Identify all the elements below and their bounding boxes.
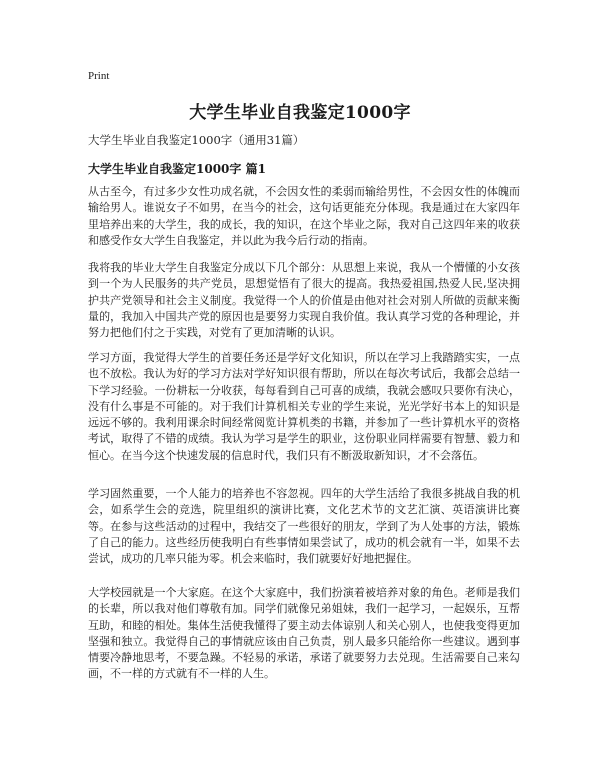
- paragraph-2: 我将我的毕业大学生自我鉴定分成以下几个部分：从思想上来说，我从一个懵懂的小女孩到一个为人民服务的共产党员，思想觉悟有了很大的提高。我热爱祖国,热爱人民,坚决拥护共产党领导和社会主义制度。我觉得一个人的价值是由他对社会对别人所做的贡献来衡量的，我加入中国共产党的原因也是要努力实现自我价值。我认真学习党的各种理论，并努力把他们付之于实践，对党有了更加清晰的认识。: [88, 261, 520, 340]
- paragraph-1: 从古至今，有过多少女性功成名就，不会因女性的柔弱而输给男性，不会因女性的体魄而输给男人。谁说女子不如男，在当今的社会，这句话更能充分体现。我是通过在大家四年里培养出来的大学生，我的成长，我的知识，在这个毕业之际，我对自己这四年来的收获和感受作女大学生自我鉴定，并以此为我今后行动的指南。: [88, 185, 520, 247]
- section-heading: 大学生毕业自我鉴定1000字 篇1: [88, 162, 266, 176]
- paragraph-3: 学习方面，我觉得大学生的首要任务还是学好文化知识，所以在学习上我踏踏实实，一点也不放松。我认为好的学习方法对学好知识很有帮助，所以在每次考试后，我都会总结一下学习经验。一份耕耘一分收获，每每看到自己可喜的成绩，我就会感叹只要你有決心，没有什么事是不可能的。对于我们计算机相关专业的学生来说，光光学好书本上的知识是远远不够的。我利用课余时间经常阅览计算机类的书籍，并参加了一些计算机水平的资格考试，取得了不错的成绩。我认为学习是学生的职业，这份职业同样需要有智慧、毅力和恒心。在当今这个快速发展的信息时代，我们只有不断汲取新知识，才不会落伍。: [88, 351, 520, 462]
- paragraph-5: 大学校园就是一个大家庭。在这个大家庭中，我们扮演着被培养对象的角色。老师是我们的长辈，所以我对他们尊敬有加。同学们就像兄弟姐妹，我们一起学习，一起娱乐，互帮互助，和睦的相处。集体生活使我懂得了要主动去体谅别人和关心别人，也使我变得更加坚强和独立。我觉得自己的事情就应该由自己负责，别人最多只能给你一些建议。遇到事情要冷静地思考，不要急躁。不轻易的承诺，承诺了就要努力去兑现。生活需要自己来勾画，不一样的方式就有不一样的人生。: [88, 586, 520, 681]
- print-link[interactable]: Print: [88, 70, 110, 82]
- paragraph-4: 学习固然重要，一个人能力的培养也不容忽视。四年的大学生活给了我很多挑战自我的机会，如系学生会的竞选，院里组织的演讲比赛，文化艺术节的文艺汇演、英语演讲比赛等。在参与这些活动的过程中，我结交了一些很好的朋友，学到了为人处事的方法，锻炼了自己的能力。这些经历使我明白有些事情如果尝试了，成功的机会就有一半，如果不去尝试，成功的几率只能为零。机会来临时，我们就要好好地把握住。: [88, 487, 520, 566]
- page-title: 大学生毕业自我鉴定1000字: [189, 103, 411, 123]
- document-subtitle: 大学生毕业自我鉴定1000字（通用31篇）: [88, 133, 305, 147]
